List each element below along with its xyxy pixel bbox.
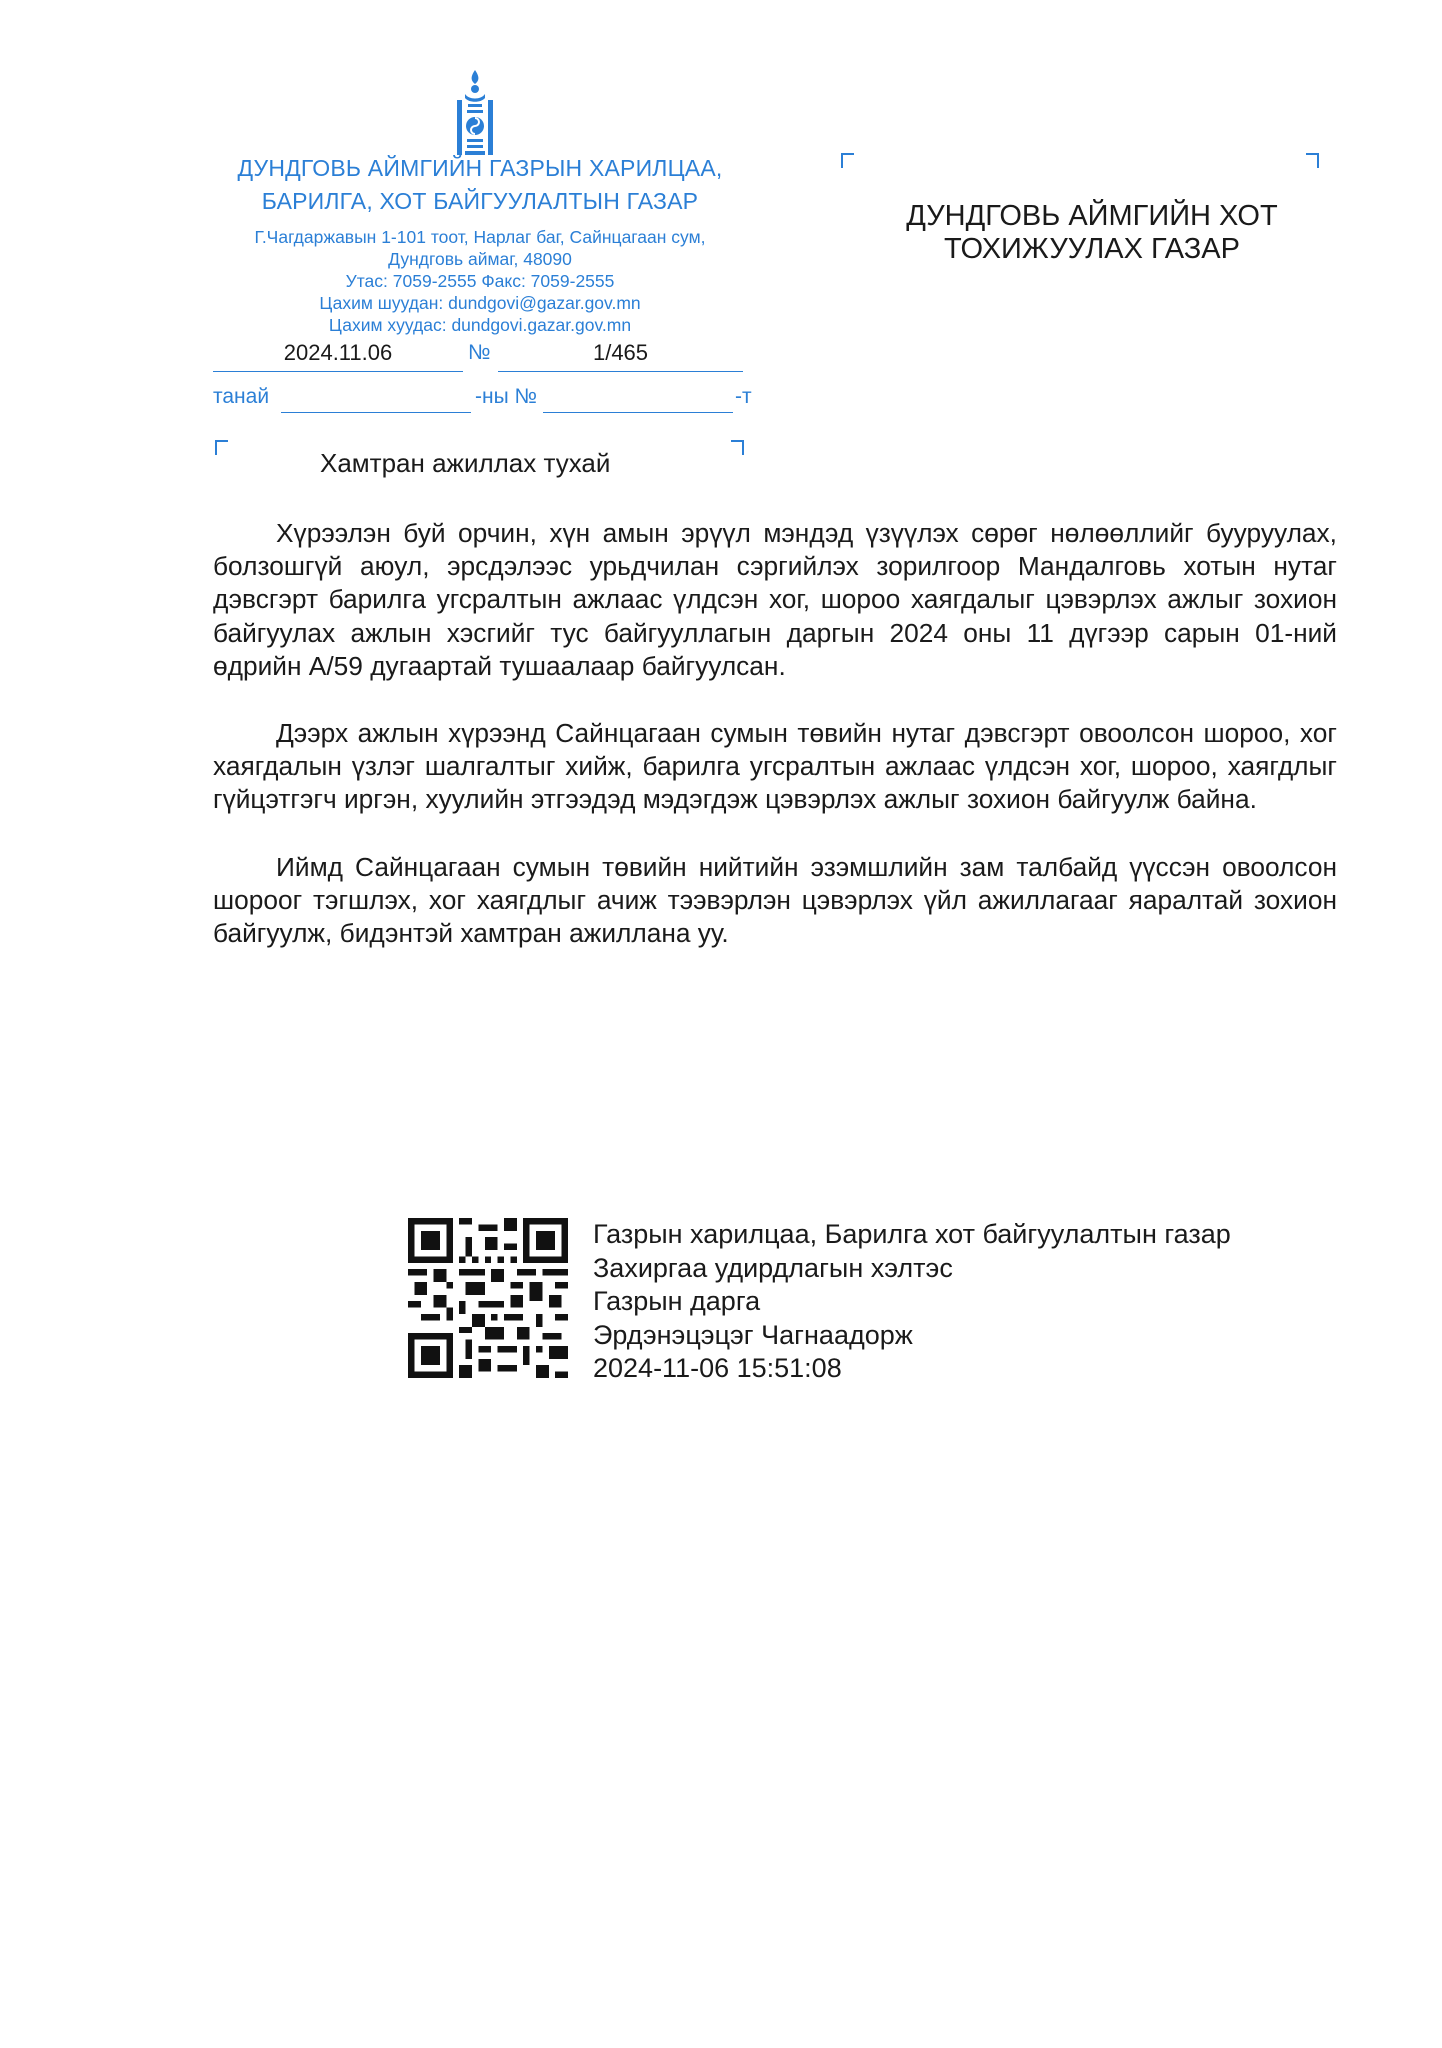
signature-line5: 2024-11-06 15:51:08 (593, 1353, 842, 1383)
recipient-line1: ДУНДГОВЬ АЙМГИЙН ХОТ (906, 200, 1278, 232)
body-paragraph-1: Хүрээлэн буй орчин, хүн амын эрүүл мэндэд үзүүлэх сөрөг нөлөөллийг бууруулах, болзошгүй аюул, эрсдэлээс урьдчилан сэргийлэх зорилгоор Мандалговь хотын нутаг дэвсгэрт барилга угсралтын ажлаас үлдсэн хог, шороо хаягдалыг цэвэрлэх ажлыг зохион байгуулах ажлын хэсгийг тус байгууллагын даргын 2024 оны 11 дүгээр сарын 01-ний өдрийн А/59 дугаартай тушаалаар байгуулсан. (213, 518, 1337, 681)
signature-block (593, 1218, 1231, 1386)
recipient-block (862, 200, 1322, 266)
letter-date: 2024.11.06 (213, 335, 463, 372)
mongolia-soyombo-emblem-icon (451, 70, 499, 158)
qr-code-icon (408, 1218, 568, 1378)
sender-org-line2: БАРИЛГА, ХОТ БАЙГУУЛАЛТЫН ГАЗАР (261, 188, 699, 214)
your-label: танай (213, 385, 270, 408)
signature-line3: Газрын дарга (593, 1286, 761, 1316)
number-label: № (468, 341, 491, 364)
letter-body (213, 517, 1337, 984)
recipient-line2: ТОХИЖУУЛАХ ГАЗАР (944, 233, 1240, 265)
subject-corner-right (731, 440, 744, 455)
your-date-blank (281, 412, 471, 413)
subject-corner-left (215, 440, 228, 455)
sender-block (200, 152, 760, 336)
body-paragraph-3: Иймд Сайнцагаан сумын төвийн нийтийн эзэмшлийн зам талбайд үүссэн овоолсон шороог тэгшлэх, хог хаягдлыг ачиж тээвэрлэн цэвэрлэх үйл ажиллагааг яаралтай зохион байгуулж, бидэнтэй хамтран ажиллана уу. (213, 851, 1337, 949)
sender-email: Цахим шуудан: dundgovi@gazar.gov.mn (319, 293, 641, 313)
recipient-corner-right (1306, 153, 1319, 168)
sender-website: Цахим хуудас: dundgovi.gazar.gov.mn (328, 315, 632, 335)
recipient-corner-left (841, 153, 854, 168)
letter-number: 1/465 (498, 335, 743, 372)
signature-line2: Захиргаа удирдлагын хэлтэс (593, 1252, 953, 1283)
signature-line1: Газрын харилцаа, Барилга хот байгуулалтын газар (593, 1219, 1231, 1249)
sender-address-line2: Дундговь аймаг, 48090 (388, 249, 572, 269)
body-paragraph-2: Дээрх ажлын хүрээнд Сайнцагаан сумын төвийн нутаг дэвсгэрт овоолсон шороо, хог хаягдалын үзлэг шалгалтыг хийж, барилга угсралтын ажлаас үлдсэн хог, шороо, хаягдлыг гүйцэтгэгч иргэн, хуулийн этгээдэд мэдэгдэж цэвэрлэх ажлыг зохион байгуулж байна. (213, 718, 1337, 815)
sender-address-line1: Г.Чагдаржавын 1-101 тоот, Нарлаг баг, Сайнцагаан сум, (254, 227, 706, 247)
sender-org-line1: ДУНДГОВЬ АЙМГИЙН ГАЗРЫН ХАРИЛЦАА, (237, 155, 723, 181)
signature-line4: Эрдэнэцэцэг Чагнаадорж (593, 1319, 913, 1350)
your-number-blank (543, 412, 733, 413)
your-reference-line (213, 380, 753, 416)
your-suffix: -т (735, 385, 752, 408)
reference-line (213, 335, 743, 375)
your-no-label: -ны № (475, 385, 538, 408)
sender-phone: Утас: 7059-2555 Факс: 7059-2555 (345, 271, 615, 291)
letter-subject: Хамтран ажиллах тухай (320, 448, 611, 478)
